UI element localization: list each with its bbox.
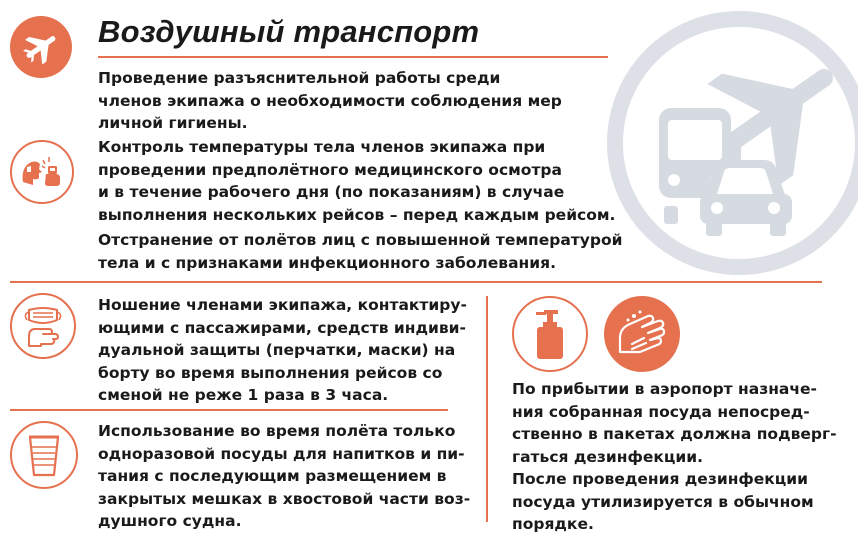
temperature-check-icon <box>10 140 74 204</box>
paragraph-disposable-dishes: Использование во время полёта только одноразовой посуды для напитков и пи- тания с последующим размещением в закрытых мешках в хвостовой части воз- душного судна. <box>98 422 471 530</box>
airplane-icon <box>10 16 72 78</box>
disposable-cup-icon <box>10 421 78 489</box>
section-divider <box>10 281 822 283</box>
paragraph-temperature-control: Контроль температуры тела членов экипажа при проведении предполётного медицинского осмотра и в течение рабочего дня (по показаниям) в случае выполнения нескольких рейсов – перед каждым рейсом. <box>98 138 616 224</box>
paragraph-hygiene: Проведение разъяснительной работы среди членов экипажа о необходимости соблюдения мер личной гигиены. <box>98 69 562 132</box>
paragraph-suspension: Отстранение от полётов лиц с повышенной температурой тела и с признаками инфекционного заболевания. <box>98 231 623 272</box>
paragraph-ppe: Ношение членами экипажа, контактиру- ющими с пассажирами, средств индиви- дуальной защиты (перчатки, маски) на борту во время выполнения рейсов со сменой не реже 1 раза в 3 часа. <box>98 296 467 404</box>
transport-watermark-icon <box>604 8 858 278</box>
paragraph-disinfection: По прибытии в аэропорт назначе- ния собранная посуда непосред- ственно в пакетах должна подверг- гаться дезинфекции. <box>512 380 837 466</box>
title-underline <box>98 56 608 58</box>
column-divider <box>486 296 488 522</box>
paragraph-disposal: После проведения дезинфекции посуда утилизируется в обычном порядке. <box>512 470 814 533</box>
left-divider <box>10 409 448 411</box>
sanitizer-bottle-icon <box>512 296 588 372</box>
hand-wash-icon <box>604 296 680 372</box>
page-title: Воздушный транспорт <box>98 14 480 49</box>
mask-gloves-icon <box>10 293 76 359</box>
